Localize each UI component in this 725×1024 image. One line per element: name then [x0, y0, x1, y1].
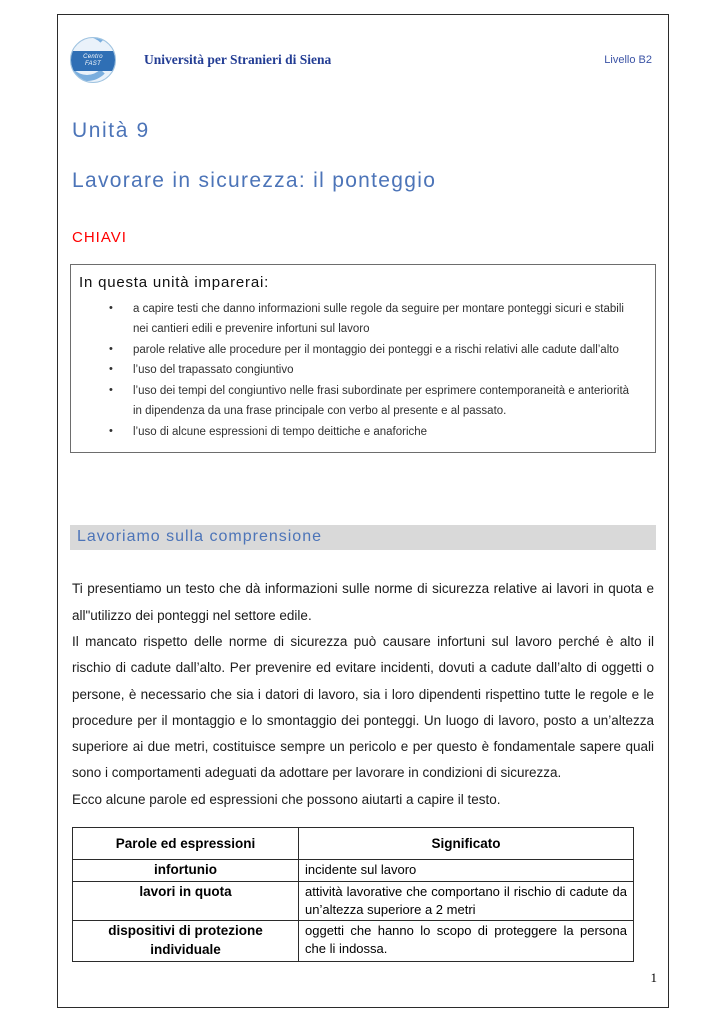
meaning-cell: oggetti che hanno lo scopo di proteggere la persona che li indossa.: [299, 921, 634, 961]
learning-objectives-box: [70, 264, 656, 453]
table-header-row: [73, 828, 634, 860]
logo-label: [71, 51, 115, 71]
paragraph: Ti presentiamo un testo che dà informazioni sulle norme di sicurezza relative ai lavori in quota e all"utilizzo dei ponteggi nel settore edile.: [72, 581, 654, 623]
university-name: Università per Stranieri di Siena: [144, 52, 332, 67]
learning-box-heading: In questa unità imparerai:: [79, 274, 270, 291]
level-label: Livello B2: [604, 54, 652, 66]
page-number: 1: [650, 970, 657, 985]
section-heading: Lavoriamo sulla comprensione: [70, 525, 656, 550]
paragraph: Ecco alcune parole ed espressioni che possono aiutarti a capire il testo.: [72, 791, 501, 807]
list-item: • parole relative alle procedure per il montaggio dei ponteggi e a rischi relativi alle cadute dall’alto: [79, 340, 641, 360]
table-row: [73, 882, 634, 921]
logo-text-bottom: FAST: [84, 61, 102, 67]
centro-fast-logo: [70, 37, 116, 83]
term-cell: dispositivi di protezione individuale: [73, 921, 299, 961]
column-header-term: Parole ed espressioni: [73, 828, 299, 860]
unit-title: Unità 9: [72, 119, 150, 142]
table-row: [73, 921, 634, 961]
meaning-cell: incidente sul lavoro: [299, 860, 634, 882]
logo-text-top: Centro: [83, 54, 103, 61]
list-item: • a capire testi che danno informazioni sulle regole da seguire per montare ponteggi sicuri e stabili nei cantieri edili e prevenire infortuni sul lavoro: [79, 299, 641, 340]
column-header-meaning: Significato: [299, 828, 634, 860]
keys-label: CHIAVI: [72, 229, 127, 246]
list-item: • l’uso del trapassato congiuntivo: [79, 360, 641, 380]
table-row: [73, 860, 634, 882]
paragraph: Il mancato rispetto delle norme di sicurezza può causare infortuni sul lavoro perché è alto il rischio di cadute dall’alto. Per prevenire ed evitare incidenti, dovuti a cadute dall’alto di oggetti o persone, è necessario che sia i datori di lavoro, sia i loro dipendenti rispettino tutte le regole e le procedure per il montaggio e lo smontaggio dei ponteggi. Un luogo di lavoro, posto a un’altezza superiore ai due metri, costituisce sempre un pericolo e per questo è fondamentale sapere quali sono i comportamenti adeguati da adottare per lavorare in condizioni di sicurezza.: [72, 633, 654, 781]
term-cell: infortunio: [73, 860, 299, 882]
unit-subtitle: Lavorare in sicurezza: il ponteggio: [72, 169, 437, 192]
page-header: [70, 37, 656, 83]
list-item: • l’uso di alcune espressioni di tempo deittiche e anaforiche: [79, 422, 641, 442]
term-cell: lavori in quota: [73, 882, 299, 921]
page-border-frame: [57, 14, 669, 1008]
learning-objectives-list: [79, 299, 641, 442]
meaning-cell: attività lavorative che comportano il rischio di cadute da un’altezza superiore a 2 metri: [299, 882, 634, 921]
body-text: [70, 576, 656, 813]
vocabulary-table: [72, 827, 634, 962]
list-item: • l’uso dei tempi del congiuntivo nelle frasi subordinate per esprimere contemporaneità e anteriorità in dipendenza da una frase principale con verbo al presente e al passato.: [79, 381, 641, 422]
